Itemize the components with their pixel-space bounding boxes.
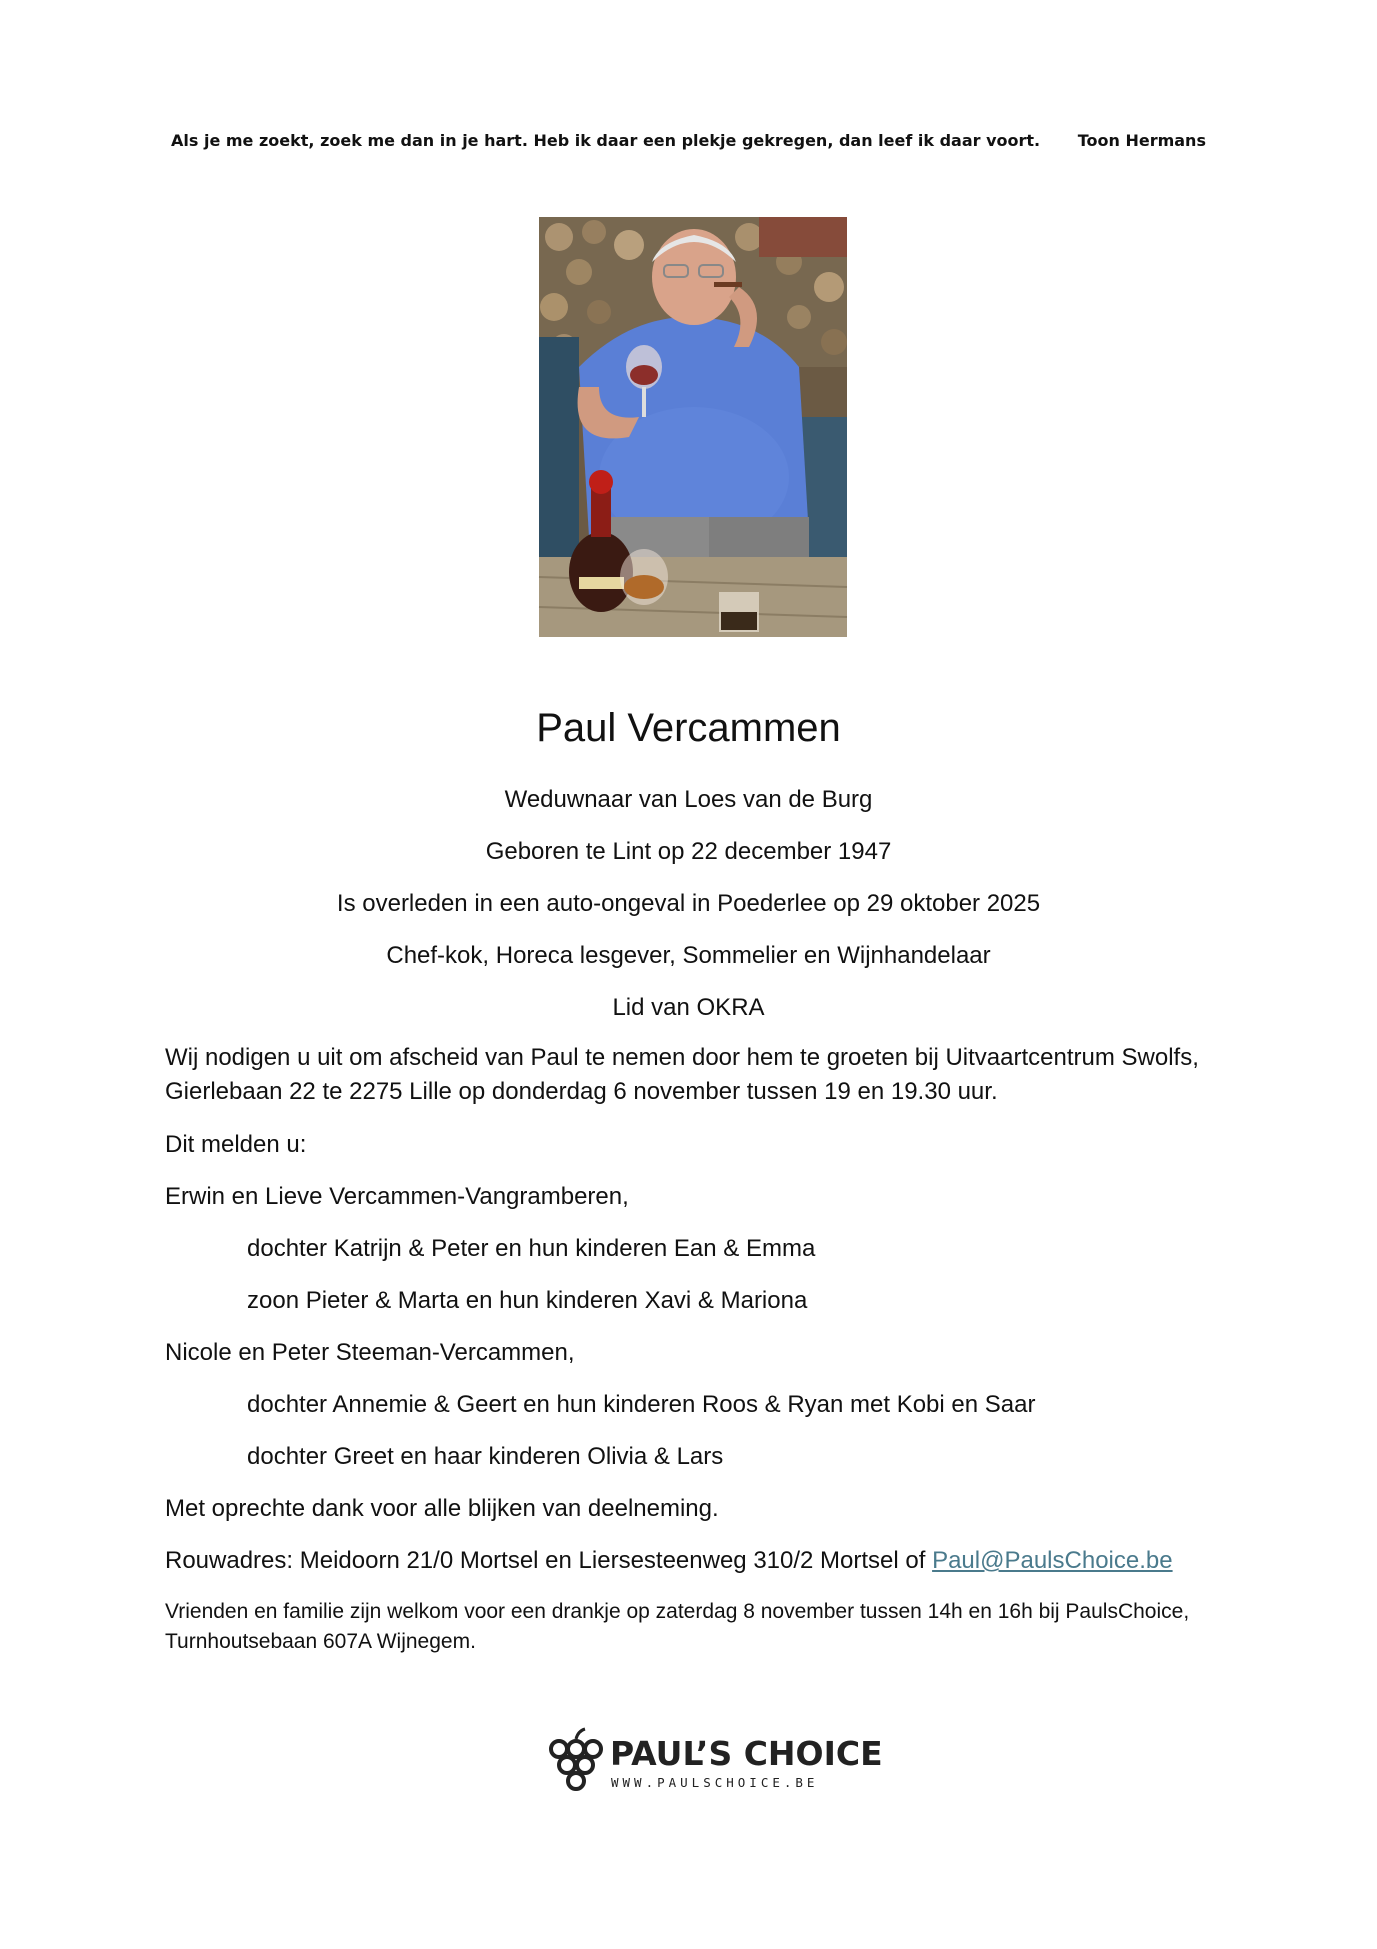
address-line (165, 1544, 1275, 1578)
gathering-paragraph: Vrienden en familie zijn welkom voor een drankje op zaterdag 8 november tussen 14h en 16h bij PaulsChoice, Turnhoutsebaan 607A Wijnegem. (165, 1600, 1190, 1653)
death-line: Is overleden in een auto-ongeval in Poederlee op 29 oktober 2025 (336, 890, 1041, 917)
birth-line: Geboren te Lint op 22 december 1947 (485, 838, 892, 865)
portrait-photo (539, 217, 847, 637)
address-text: Rouwadres: Meidoorn 21/0 Mortsel en Liersesteenweg 310/2 Mortsel of (165, 1547, 933, 1574)
family-line: dochter Greet en haar kinderen Olivia & Lars (247, 1443, 724, 1470)
pauls-choice-logo (545, 1727, 883, 1797)
invitation-paragraph: Wij nodigen u uit om afscheid van Paul te nemen door hem te groeten bij Uitvaartcentrum Swolfs, Gierlebaan 22 te 2275 Lille op donderdag 6 november tussen 19 en 19.30 uur. (165, 1044, 1199, 1105)
deceased-name: Paul Vercammen (536, 706, 841, 750)
epigraph-quote (0, 131, 1377, 150)
widower-line: Weduwnaar van Loes van de Burg (504, 786, 873, 813)
family-line: zoon Pieter & Marta en hun kinderen Xavi & Mariona (247, 1287, 808, 1314)
family-line: Erwin en Lieve Vercammen-Vangramberen, (165, 1183, 629, 1210)
quote-text: Als je me zoekt, zoek me dan in je hart. Heb ik daar een plekje gekregen, dan leef ik daar voort. (171, 131, 1041, 150)
quote-author: Toon Hermans (1077, 131, 1206, 150)
membership-line: Lid van OKRA (612, 994, 765, 1021)
logo-url: WWW.PAULSCHOICE.BE (611, 1775, 819, 1790)
grape-icon (551, 1741, 601, 1789)
announce-line: Dit melden u: (165, 1131, 307, 1158)
logo-name: PAUL’S CHOICE (610, 1734, 883, 1773)
family-line: Nicole en Peter Steeman-Vercammen, (165, 1339, 575, 1366)
family-line: dochter Annemie & Geert en hun kinderen Roos & Ryan met Kobi en Saar (247, 1391, 1036, 1418)
family-line: dochter Katrijn & Peter en hun kinderen Ean & Emma (247, 1235, 816, 1262)
profession-line: Chef-kok, Horeca lesgever, Sommelier en Wijnhandelaar (386, 942, 991, 969)
thanks-line: Met oprechte dank voor alle blijken van deelneming. (165, 1495, 719, 1522)
email-link[interactable]: Paul@PaulsChoice.be (932, 1547, 1173, 1574)
